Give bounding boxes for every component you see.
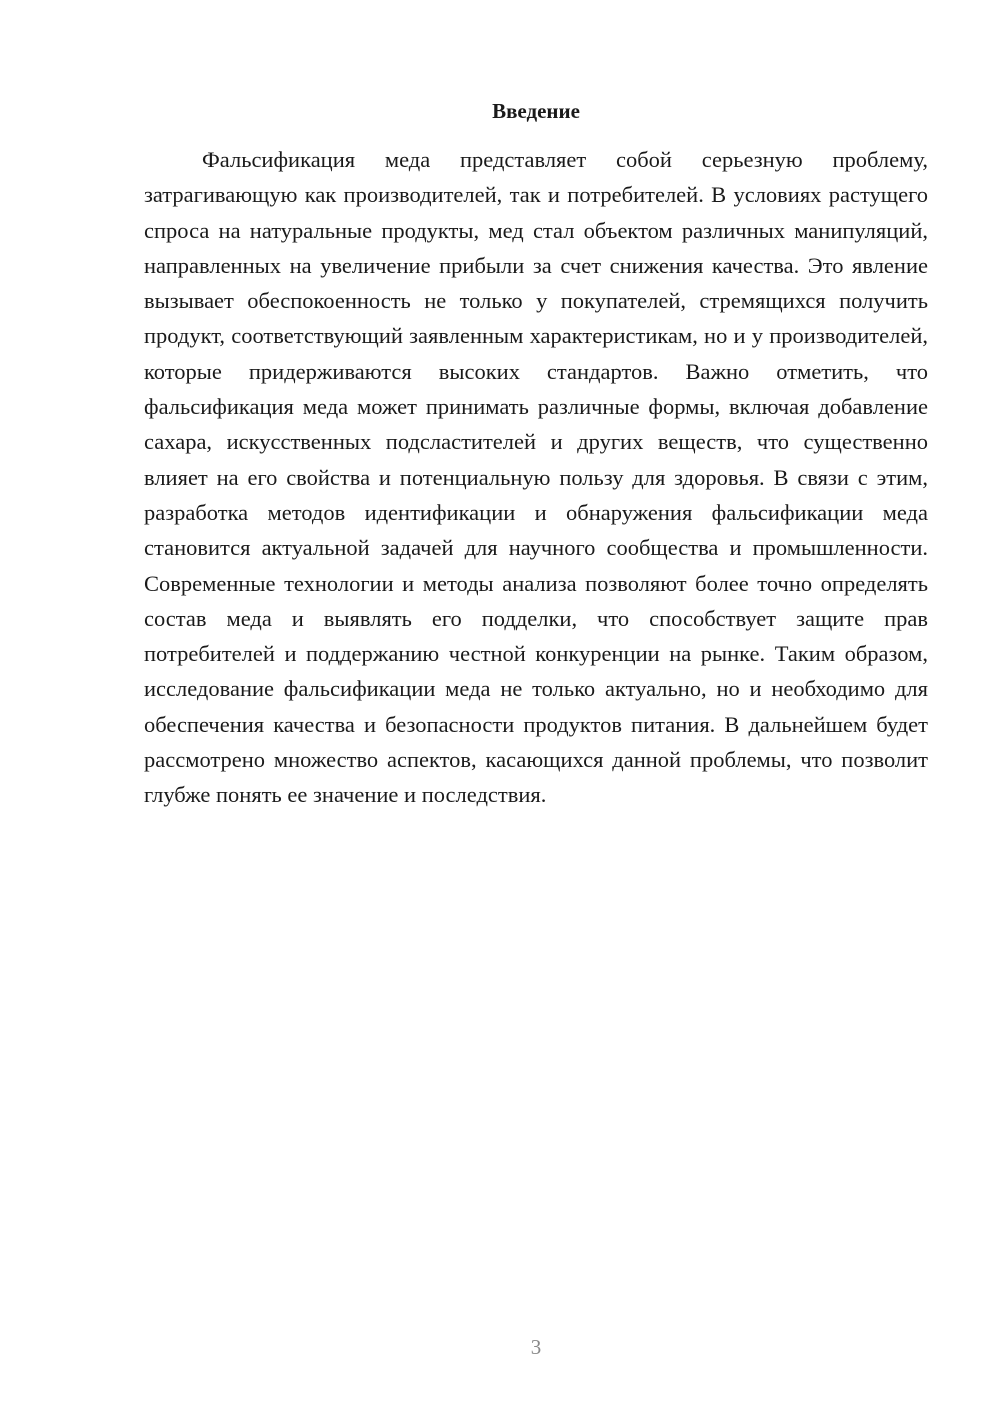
section-heading: Введение [492,99,580,123]
page-number: 3 [530,1335,542,1359]
introduction-paragraph: Фальсификация меда представляет собой серьезную проблему, затрагивающую как производителей, так и потребителей. В условиях растущего спроса на натуральные продукты, мед стал объектом различных манипуляций, направленных на увеличение прибыли за счет снижения качества. Это явление вызывает обеспокоенность не только у покупателей, стремящихся получить продукт, соответствующий заявленным характеристикам, но и у производителей, которые придерживаются высоких стандартов. Важно отметить, что фальсификация меда может принимать различные формы, включая добавление сахара, искусственных подсластителей и других веществ, что существенно влияет на его свойства и потенциальную пользу для здоровья. В связи с этим, разработка методов идентификации и обнаружения фальсификации меда становится актуальной задачей для научного сообщества и промышленности. Современные технологии и методы анализа позволяют более точно определять состав меда и выявлять его подделки, что способствует защите прав потребителей и поддержанию честной конкуренции на рынке. Таким образом, исследование фальсификации меда не только актуально, но и необходимо для обеспечения качества и безопасности продуктов питания. В дальнейшем будет рассмотрено множество аспектов, касающихся данной проблемы, что позволит глубже понять ее значение и последствия. [144,147,928,808]
